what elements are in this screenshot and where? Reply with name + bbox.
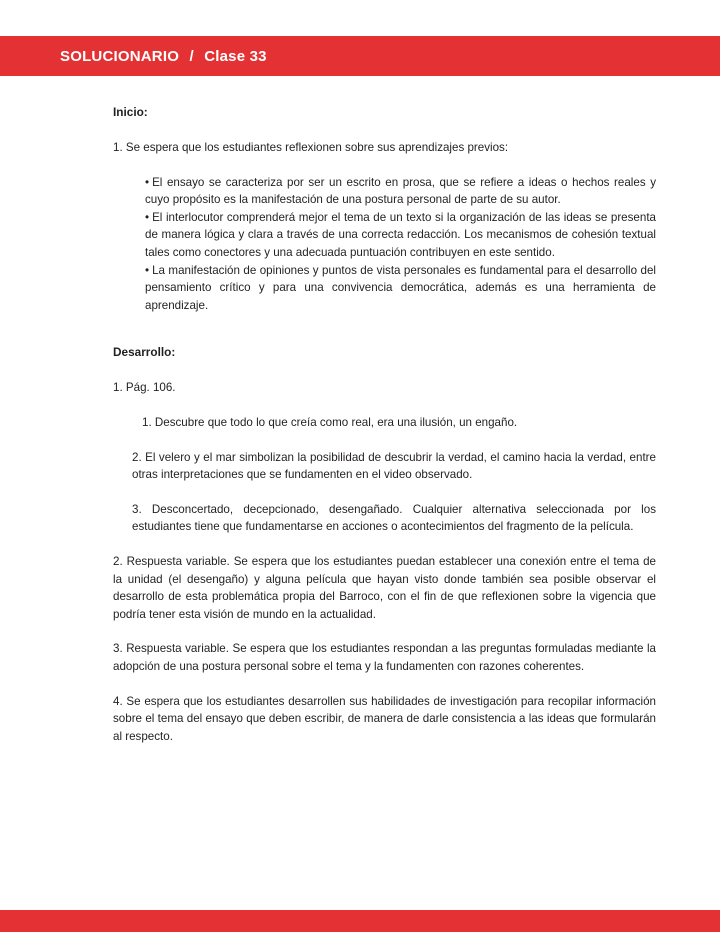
inicio-bullet-list [145,174,656,315]
bullet-icon: • [145,175,150,189]
header-title-sub: Clase 33 [204,47,267,65]
spacer [113,536,656,553]
spacer [113,676,656,693]
header-separator: / [189,47,194,65]
list-item [145,262,656,315]
spacer [113,623,656,640]
list-item: 1. Descubre que todo lo que creía como real, era una ilusión, un engaño. [142,415,518,429]
desarrollo-paragraph: 2. Respuesta variable. Se espera que los estudiantes puedan establecer una conexión entre el tema de la unidad (el desengaño) y alguna película que hayan visto donde también sea posible observar el desarrollo de esta problemática propia del Barroco, con el fin de que reflexionen sobre la vigencia que podría tener esta visión de mundo en la actualidad. [113,554,656,621]
list-item [145,209,656,262]
page-title [60,48,267,65]
desarrollo-item-1-label: 1. Pág. 106. [113,381,176,395]
desarrollo-paragraph: 4. Se espera que los estudiantes desarrollen sus habilidades de investigación para recopilar información sobre el tema del ensayo que deben escribir, de manera de darle consistencia a las ideas que formularán al respecto. [113,694,656,743]
list-item: 2. El velero y el mar simbolizan la posibilidad de descubrir la verdad, el camino hacia la verdad, entre otras interpretaciones que se fundamenten en el video observado. [132,450,656,482]
desarrollo-paragraph: 3. Respuesta variable. Se espera que los estudiantes respondan a las preguntas formuladas mediante la adopción de una postura personal sobre el tema y la fundamenten con razones coherentes. [113,642,656,674]
spacer [113,362,656,379]
spacer [113,157,656,174]
header-banner [0,36,720,76]
heading-inicio: Inicio: [113,105,148,119]
spacer [113,397,656,414]
document-body [113,104,656,745]
footer-banner [0,910,720,932]
list-item [145,174,656,209]
list-item-text: El interlocutor comprenderá mejor el tema de un texto si la organización de las ideas se presenta de manera lógica y clara a través de una correcta redacción. Los mecanismos de cohesión textual tales como conectores y una adecuada puntuación contribuyen en este sentido. [145,210,656,259]
spacer [113,122,656,139]
inicio-intro: 1. Se espera que los estudiantes reflexionen sobre sus aprendizajes previos: [113,140,509,154]
spacer [113,314,656,344]
header-title-main: SOLUCIONARIO [60,47,180,65]
list-item-text: La manifestación de opiniones y puntos de vista personales es fundamental para el desarrollo del pensamiento crítico y para una convivencia democrática, además es una herramienta de aprendizaje. [145,263,656,312]
spacer [113,432,656,449]
spacer [113,484,656,501]
list-item: 3. Desconcertado, decepcionado, desengañado. Cualquier alternativa seleccionada por los estudiantes tiene que fundamentarse en acciones o acontecimientos del fragmento de la película. [132,502,656,534]
bullet-icon: • [145,210,150,224]
list-item-text: El ensayo se caracteriza por ser un escrito en prosa, que se refiere a ideas o hechos reales y cuyo propósito es la manifestación de una postura personal de parte de su autor. [145,175,656,207]
heading-desarrollo: Desarrollo: [113,345,176,360]
bullet-icon: • [145,263,150,277]
